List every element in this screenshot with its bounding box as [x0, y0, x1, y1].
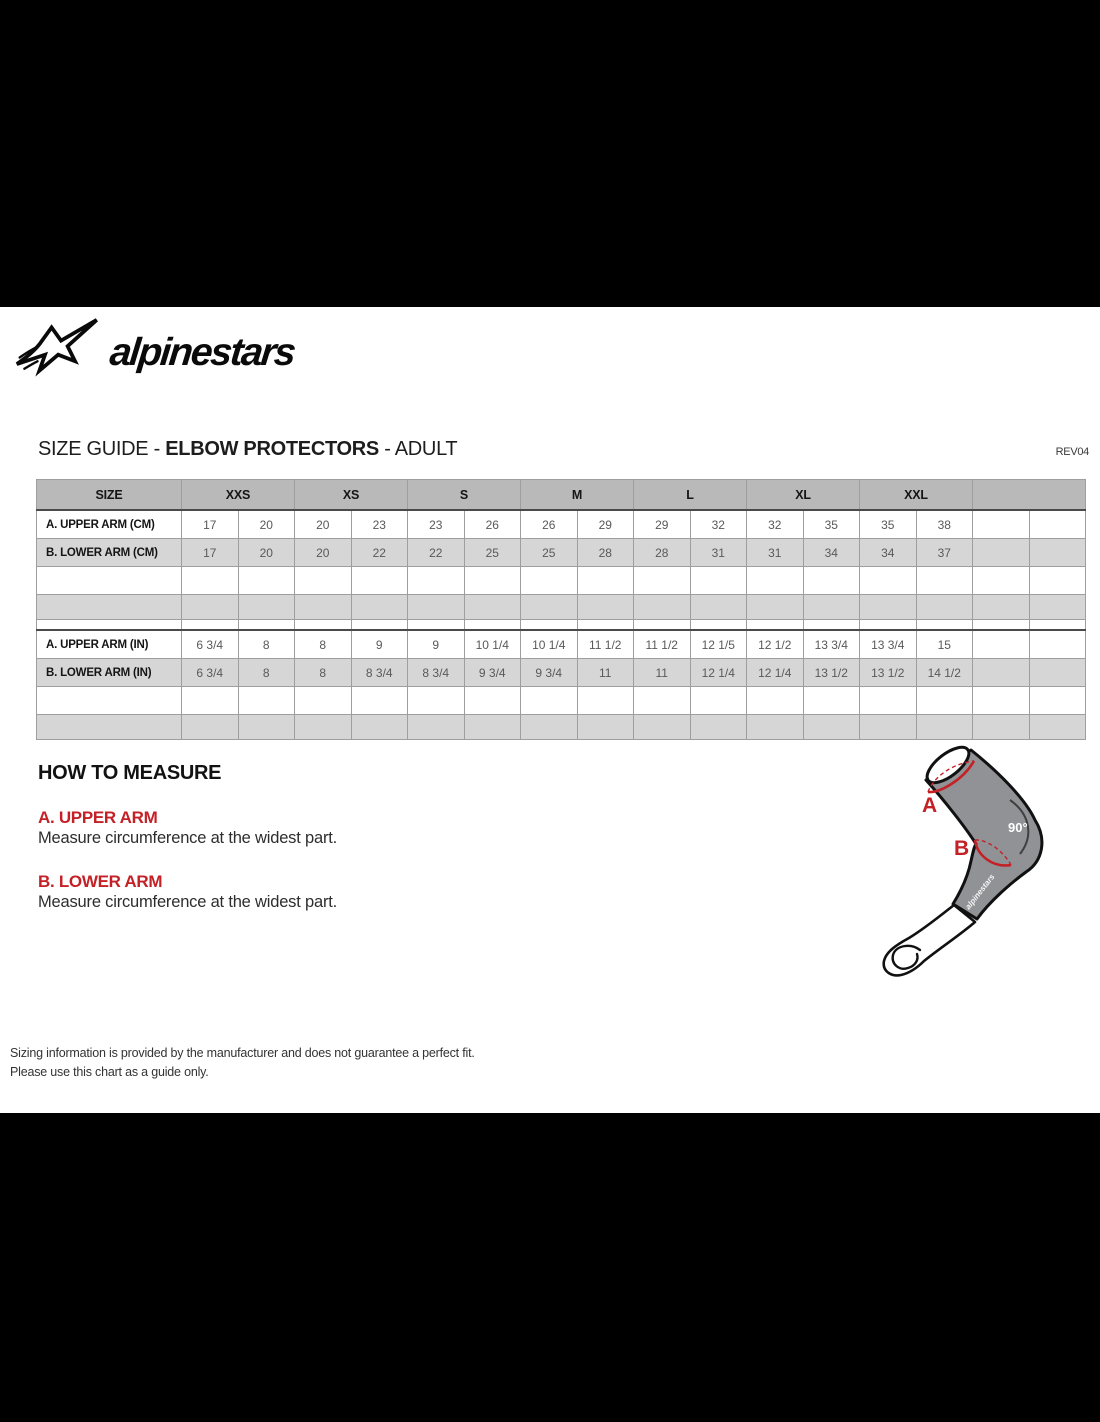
size-cell: 8 [295, 659, 352, 687]
size-cell [634, 567, 691, 595]
size-cell: 11 [634, 659, 691, 687]
size-cell: 22 [408, 539, 465, 567]
size-header-label: SIZE [37, 480, 182, 511]
size-cell: 22 [351, 539, 408, 567]
size-cell [577, 595, 634, 620]
size-cell [464, 715, 521, 740]
size-cell: 32 [747, 510, 804, 539]
disclaimer [10, 1044, 475, 1082]
size-cell [747, 715, 804, 740]
size-cell [634, 595, 691, 620]
size-cell: 13 1/2 [860, 659, 917, 687]
size-table-row [37, 620, 1086, 631]
size-col-header: L [634, 480, 747, 511]
size-cell: 35 [860, 510, 917, 539]
size-cell [577, 567, 634, 595]
size-cell: 13 1/2 [803, 659, 860, 687]
size-cell [351, 715, 408, 740]
lower-arm-label: B. LOWER ARM [38, 872, 163, 891]
size-cell: 17 [182, 510, 239, 539]
size-col-header: XS [295, 480, 408, 511]
size-cell [916, 595, 973, 620]
row-label: A. UPPER ARM (CM) [37, 510, 182, 539]
size-cell [860, 715, 917, 740]
size-cell [351, 620, 408, 631]
size-cell: 9 3/4 [464, 659, 521, 687]
size-cell [1029, 510, 1086, 539]
disclaimer-line2: Please use this chart as a guide only. [10, 1065, 209, 1079]
size-table-row [37, 567, 1086, 595]
size-cell: 17 [182, 539, 239, 567]
size-cell [690, 595, 747, 620]
size-cell [860, 595, 917, 620]
size-cell [408, 595, 465, 620]
size-cell [408, 567, 465, 595]
size-cell: 6 3/4 [182, 659, 239, 687]
size-cell [408, 687, 465, 715]
size-cell [803, 567, 860, 595]
size-table-row [37, 715, 1086, 740]
size-cell [238, 687, 295, 715]
size-cell [803, 620, 860, 631]
size-cell: 28 [634, 539, 691, 567]
row-label [37, 567, 182, 595]
size-cell [351, 567, 408, 595]
size-cell [747, 567, 804, 595]
size-cell: 8 3/4 [351, 659, 408, 687]
title-product: ELBOW PROTECTORS [165, 438, 379, 460]
size-cell [634, 687, 691, 715]
size-col-header: M [521, 480, 634, 511]
size-cell [521, 595, 578, 620]
size-col-header: XXS [182, 480, 295, 511]
size-cell [295, 620, 352, 631]
page-title [38, 438, 457, 461]
size-cell: 9 [408, 630, 465, 659]
size-cell: 12 1/2 [747, 630, 804, 659]
size-cell [973, 510, 1030, 539]
size-cell [634, 620, 691, 631]
size-cell [295, 595, 352, 620]
size-cell: 8 [295, 630, 352, 659]
size-col-header: XXL [860, 480, 973, 511]
size-cell [521, 567, 578, 595]
size-cell [973, 687, 1030, 715]
size-cell [803, 715, 860, 740]
size-cell: 20 [295, 539, 352, 567]
alpinestars-star-icon [14, 314, 108, 386]
row-label: B. LOWER ARM (IN) [37, 659, 182, 687]
size-cell: 8 3/4 [408, 659, 465, 687]
size-cell [182, 595, 239, 620]
diagram-b-label: B [954, 837, 970, 860]
size-cell [973, 595, 1030, 620]
size-cell: 31 [747, 539, 804, 567]
alpinestars-logo [14, 314, 297, 386]
size-cell: 32 [690, 510, 747, 539]
size-cell [464, 620, 521, 631]
upper-arm-label: A. UPPER ARM [38, 808, 158, 827]
size-cell [803, 595, 860, 620]
size-col-header: XL [747, 480, 860, 511]
size-cell [973, 630, 1030, 659]
size-cell: 6 3/4 [182, 630, 239, 659]
size-cell [521, 715, 578, 740]
size-cell [182, 715, 239, 740]
size-cell [1029, 630, 1086, 659]
size-cell [464, 567, 521, 595]
size-cell: 28 [577, 539, 634, 567]
size-cell: 12 1/4 [747, 659, 804, 687]
size-cell [521, 620, 578, 631]
size-cell [1029, 687, 1086, 715]
size-cell [351, 687, 408, 715]
how-to-measure-heading: HOW TO MEASURE [38, 762, 222, 784]
size-cell [1029, 539, 1086, 567]
upper-arm-instruction: Measure circumference at the widest part. [38, 829, 338, 847]
size-cell [973, 539, 1030, 567]
size-cell [747, 687, 804, 715]
size-cell [973, 715, 1030, 740]
row-label [37, 687, 182, 715]
size-cell [238, 595, 295, 620]
row-label: A. UPPER ARM (IN) [37, 630, 182, 659]
size-cell [1029, 659, 1086, 687]
size-cell [1029, 595, 1086, 620]
size-table-row [37, 659, 1086, 687]
size-cell [1029, 567, 1086, 595]
size-cell: 15 [916, 630, 973, 659]
row-label [37, 595, 182, 620]
size-table-header-row [37, 480, 1086, 511]
size-cell [973, 620, 1030, 631]
size-cell [690, 620, 747, 631]
lower-arm-instruction: Measure circumference at the widest part. [38, 893, 338, 911]
size-cell: 26 [464, 510, 521, 539]
size-table-row [37, 687, 1086, 715]
sleeve-brand-text: alpinestars [963, 872, 997, 912]
size-cell: 11 1/2 [634, 630, 691, 659]
size-cell: 13 3/4 [803, 630, 860, 659]
size-cell [803, 687, 860, 715]
size-cell [916, 567, 973, 595]
title-prefix: SIZE GUIDE - [38, 438, 166, 460]
disclaimer-line1: Sizing information is provided by the manufacturer and does not guarantee a perfect fit. [10, 1046, 475, 1060]
size-cell: 11 [577, 659, 634, 687]
size-cell: 20 [238, 539, 295, 567]
size-cell [973, 567, 1030, 595]
size-cell: 26 [521, 510, 578, 539]
size-cell [577, 687, 634, 715]
size-cell [690, 715, 747, 740]
revision-label: REV04 [1055, 446, 1089, 458]
size-cell [238, 715, 295, 740]
size-cell [634, 715, 691, 740]
size-cell [238, 567, 295, 595]
size-cell [690, 567, 747, 595]
size-cell [1029, 715, 1086, 740]
size-cell [916, 620, 973, 631]
size-cell: 11 1/2 [577, 630, 634, 659]
size-table-row [37, 510, 1086, 539]
size-table [36, 479, 1086, 740]
letterbox-bottom [0, 1113, 1100, 1422]
diagram-a-label: A [922, 794, 938, 817]
size-cell [295, 687, 352, 715]
size-cell [295, 567, 352, 595]
size-cell: 25 [464, 539, 521, 567]
size-cell: 25 [521, 539, 578, 567]
size-cell [408, 715, 465, 740]
size-table-row [37, 539, 1086, 567]
size-cell: 23 [351, 510, 408, 539]
size-cell: 23 [408, 510, 465, 539]
size-cell: 29 [634, 510, 691, 539]
size-cell [860, 567, 917, 595]
size-table-row [37, 630, 1086, 659]
size-cell: 12 1/4 [690, 659, 747, 687]
row-label [37, 715, 182, 740]
row-label [37, 620, 182, 631]
size-cell [1029, 620, 1086, 631]
size-cell: 31 [690, 539, 747, 567]
size-cell [182, 620, 239, 631]
letterbox-top [0, 0, 1100, 307]
size-cell: 13 3/4 [860, 630, 917, 659]
size-cell: 37 [916, 539, 973, 567]
size-cell: 20 [295, 510, 352, 539]
size-cell [521, 687, 578, 715]
size-cell [916, 687, 973, 715]
size-cell [577, 620, 634, 631]
size-table-row [37, 595, 1086, 620]
size-cell [860, 687, 917, 715]
size-cell [860, 620, 917, 631]
size-cell: 38 [916, 510, 973, 539]
size-cell: 9 3/4 [521, 659, 578, 687]
size-cell [690, 687, 747, 715]
size-cell: 9 [351, 630, 408, 659]
size-cell: 8 [238, 659, 295, 687]
title-suffix: - ADULT [378, 438, 458, 460]
size-cell [973, 659, 1030, 687]
size-cell: 8 [238, 630, 295, 659]
size-cell [577, 715, 634, 740]
size-cell: 10 1/4 [464, 630, 521, 659]
size-cell [408, 620, 465, 631]
size-cell: 29 [577, 510, 634, 539]
size-cell: 35 [803, 510, 860, 539]
size-col-header [973, 480, 1086, 511]
size-cell [238, 620, 295, 631]
size-cell [182, 687, 239, 715]
size-cell [182, 567, 239, 595]
size-cell [295, 715, 352, 740]
size-cell: 12 1/5 [690, 630, 747, 659]
size-col-header: S [408, 480, 521, 511]
size-cell [464, 595, 521, 620]
size-cell [747, 595, 804, 620]
elbow-measure-diagram [878, 740, 1070, 985]
row-label: B. LOWER ARM (CM) [37, 539, 182, 567]
size-cell [351, 595, 408, 620]
size-cell: 20 [238, 510, 295, 539]
size-cell: 34 [803, 539, 860, 567]
logo-wordmark: alpinestars [107, 331, 297, 374]
size-cell [464, 687, 521, 715]
size-cell: 34 [860, 539, 917, 567]
size-cell: 10 1/4 [521, 630, 578, 659]
size-cell [747, 620, 804, 631]
size-cell [916, 715, 973, 740]
angle-label: 90° [1008, 820, 1028, 835]
size-cell: 14 1/2 [916, 659, 973, 687]
hand-outline [884, 905, 975, 975]
